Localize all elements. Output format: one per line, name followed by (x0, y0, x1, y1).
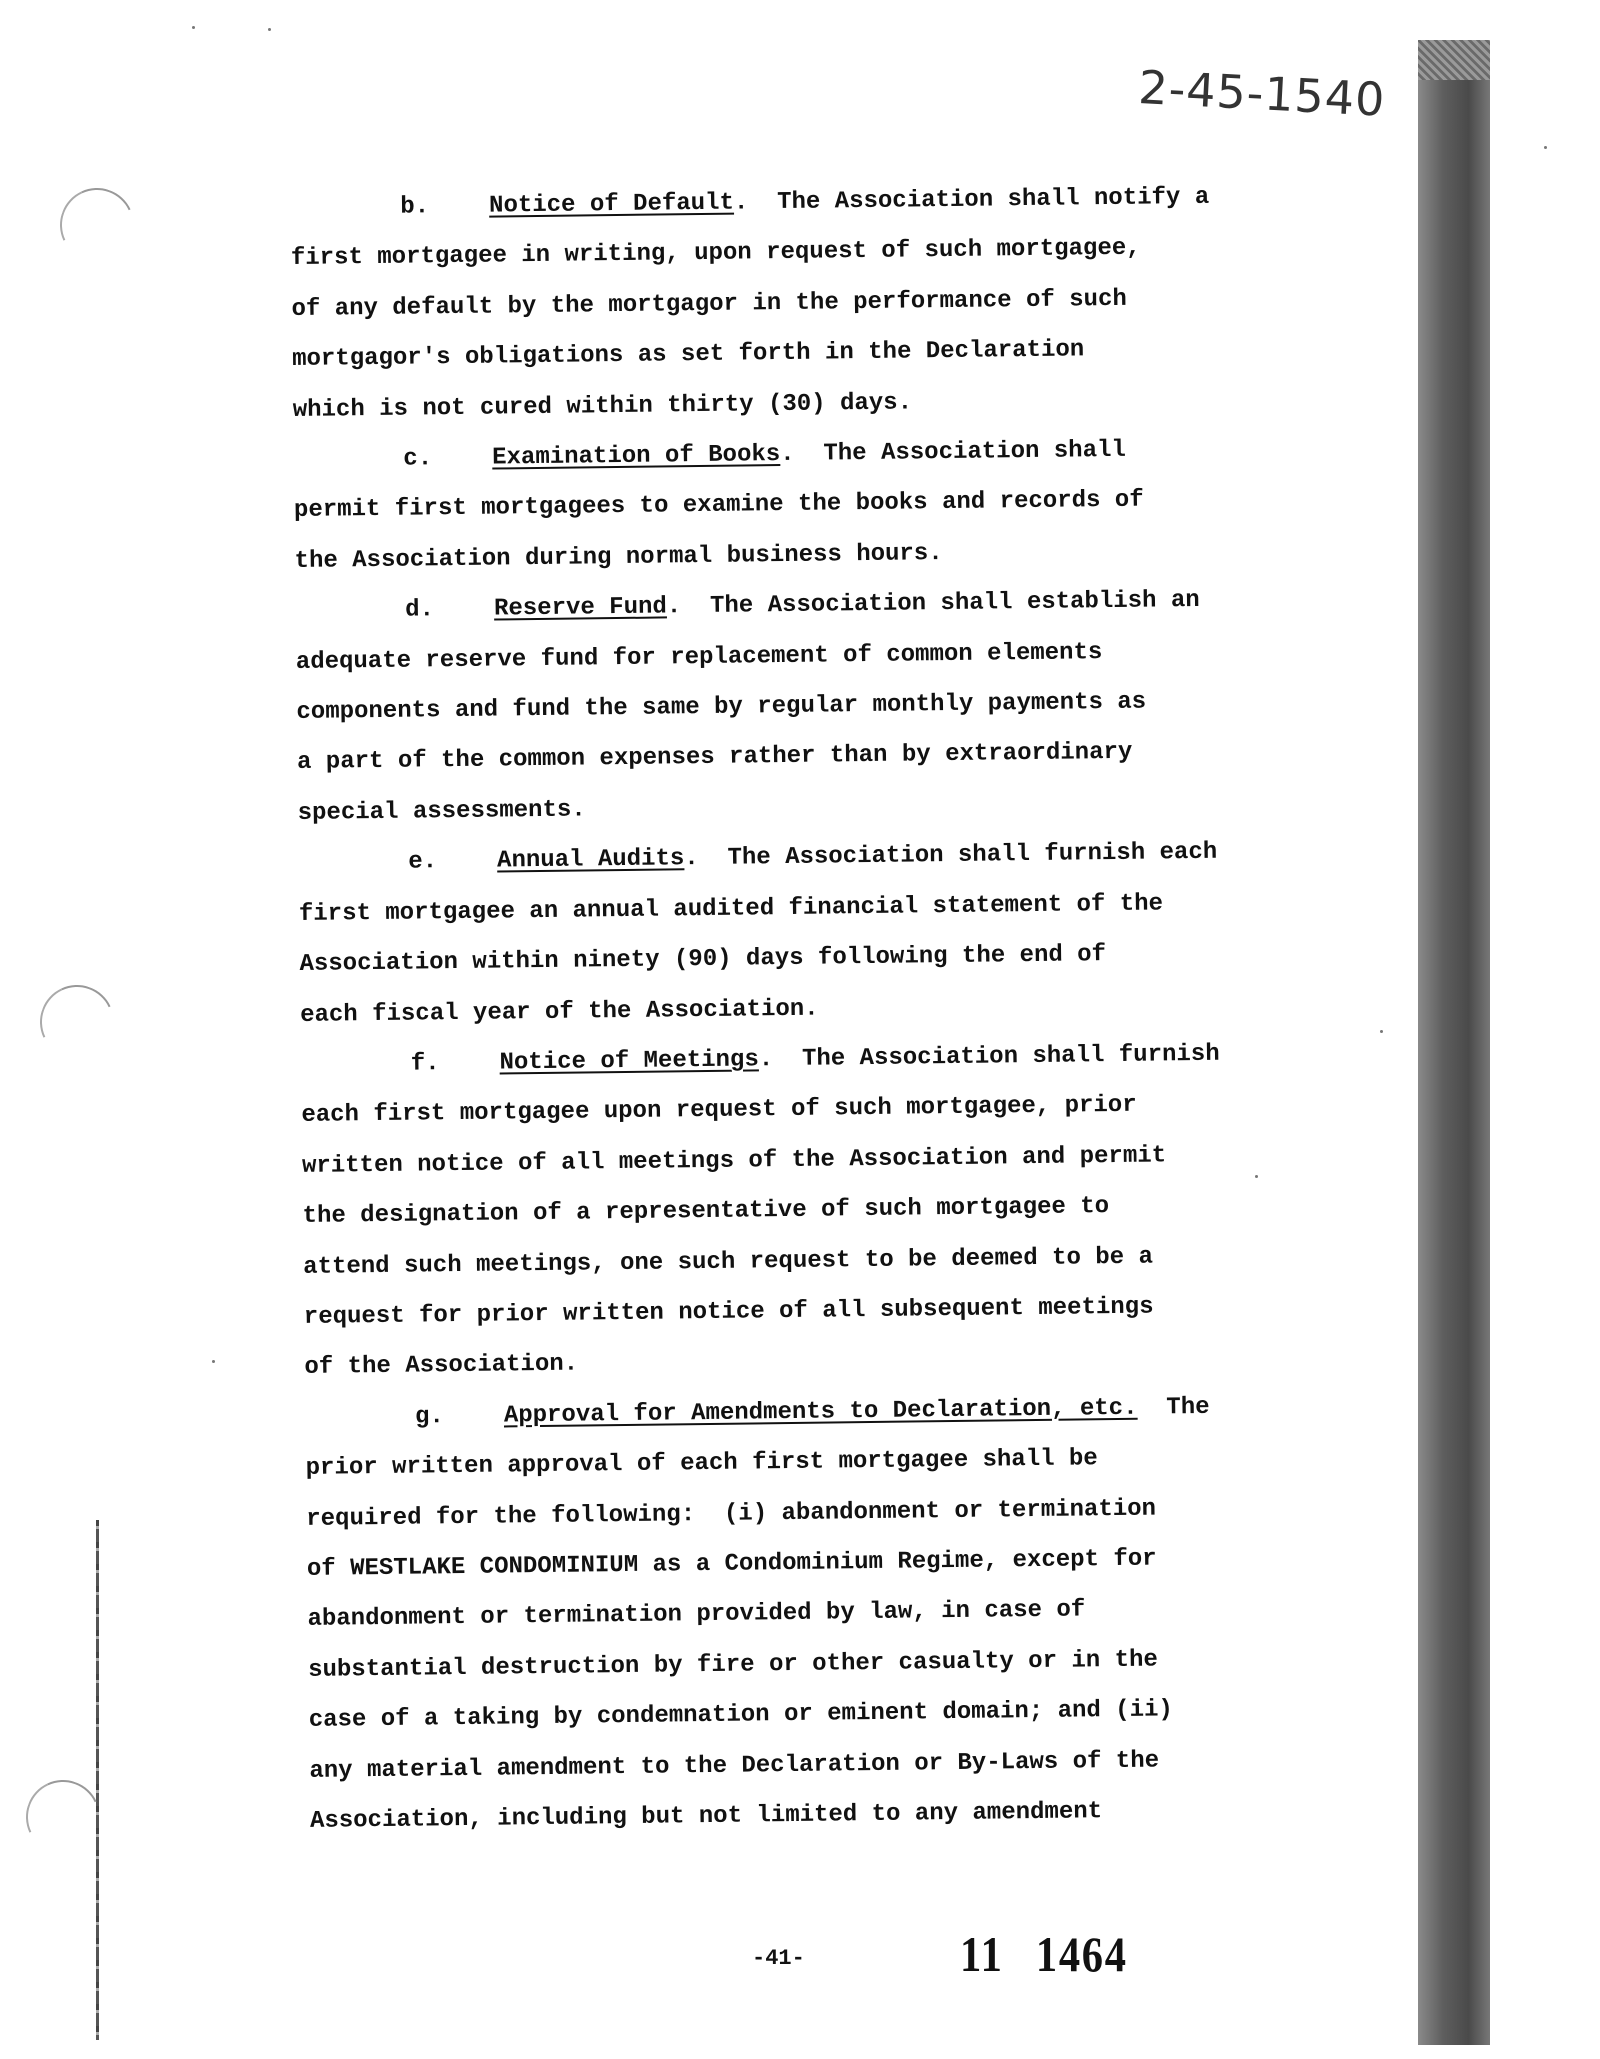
paragraph-heading: Annual Audits (496, 845, 685, 875)
scan-speck (268, 28, 271, 31)
text-line: abandonment or termination provided by law, in case of (307, 1596, 1086, 1634)
paragraph-heading: Notice of Meetings (499, 1046, 759, 1077)
text-line: a part of the common expenses rather than by extraordinary (296, 739, 1133, 777)
text-line: of the Association. (304, 1350, 579, 1382)
paragraph-letter: c. (403, 445, 433, 473)
text-line: first mortgagee in writing, upon request of such mortgagee, (290, 235, 1141, 273)
paragraph-first-line: b. Notice of Default. The Association shall notify a (400, 183, 1210, 221)
recording-number-text: 2-45-1540 (1137, 60, 1387, 127)
document-body (290, 172, 1290, 1847)
text-line: each first mortgagee upon request of such mortgagee, prior (301, 1092, 1137, 1130)
text-line: case of a taking by condemnation or eminent domain; and (ii) (308, 1696, 1174, 1735)
punch-hole-mark (50, 178, 145, 273)
book-volume: 11 (960, 1926, 1004, 1982)
paragraph-letter: d. (405, 596, 435, 624)
scan-speck (1544, 146, 1547, 149)
paragraph-b (290, 172, 1273, 436)
scan-edge-shadow (1418, 40, 1490, 2045)
scan-edge-noise (1418, 40, 1490, 80)
text-line: substantial destruction by fire or other casualty or in the (307, 1646, 1159, 1684)
paragraph-first-line: g. Approval for Amendments to Declaration, etc. The (414, 1393, 1210, 1431)
text-line: request for prior written notice of all subsequent meetings (303, 1293, 1154, 1331)
paragraph-letter: e. (408, 848, 438, 876)
paragraph-g (305, 1382, 1290, 1848)
paragraph-letter: g. (414, 1402, 445, 1431)
paragraph-letter: f. (410, 1050, 440, 1078)
text-line: special assessments. (297, 796, 586, 827)
paragraph-d (295, 575, 1278, 839)
text-line: any material amendment to the Declaration or By-Laws of the (309, 1747, 1160, 1785)
paragraph-heading: Examination of Books (492, 441, 781, 472)
text-line: attend such meetings, one such request to be deemed to be a (303, 1243, 1154, 1281)
paragraph-letter: b. (400, 193, 430, 221)
paragraph-f (300, 1029, 1284, 1394)
text-line: of any default by the mortgagor in the performance of such (291, 285, 1127, 323)
text-line: Association, including but not limited to any amendment (309, 1798, 1103, 1835)
paragraph-e (298, 827, 1280, 1041)
paragraph-first-line: e. Annual Audits. The Association shall furnish each (408, 839, 1218, 876)
text-line: required for the following: (i) abandonment or termination (306, 1495, 1157, 1533)
book-page: 1464 (1035, 1926, 1128, 1982)
handwritten-recording-number (1137, 60, 1387, 127)
paragraph-first-line: d. Reserve Fund. The Association shall establish an (405, 587, 1200, 624)
paragraph-heading: Reserve Fund (493, 593, 668, 623)
text-line: Association within ninety (90) days following the end of (299, 941, 1107, 979)
paragraph-heading: Approval for Amendments to Declaration, etc. (503, 1394, 1138, 1430)
text-line: each fiscal year of the Association. (299, 995, 819, 1029)
scan-speck (212, 1360, 215, 1363)
scan-speck (1380, 1030, 1383, 1033)
text-line: permit first mortgagees to examine the books and records of (293, 487, 1144, 525)
paragraph-heading: Notice of Default (488, 189, 735, 220)
page-number: -41- (752, 1946, 805, 1971)
paragraph-first-line: c. Examination of Books. The Association shall (403, 436, 1127, 473)
paragraph-first-line: f. Notice of Meetings. The Association shall furnish (410, 1040, 1220, 1078)
text-line: the Association during normal business hours. (294, 539, 943, 575)
scan-speck (192, 26, 195, 29)
text-line: of WESTLAKE CONDOMINIUM as a Condominium Regime, except for (306, 1545, 1157, 1583)
text-line: which is not cured within thirty (30) days. (292, 389, 913, 424)
paragraph-c (293, 424, 1275, 587)
text-line: first mortgagee an annual audited financial statement of the (298, 890, 1164, 928)
binder-edge-mark (96, 1520, 99, 2040)
text-line: mortgagor's obligations as set forth in the Declaration (291, 336, 1085, 374)
text-line: written notice of all meetings of the Association and permit (301, 1142, 1167, 1180)
punch-hole-mark (30, 975, 125, 1070)
text-line: components and fund the same by regular monthly payments as (296, 688, 1147, 727)
text-line: prior written approval of each first mortgagee shall be (305, 1445, 1098, 1483)
text-line: adequate reserve fund for replacement of common elements (295, 638, 1103, 676)
text-line: the designation of a representative of such mortgagee to (302, 1193, 1110, 1231)
book-page-stamp (960, 1925, 1128, 1983)
